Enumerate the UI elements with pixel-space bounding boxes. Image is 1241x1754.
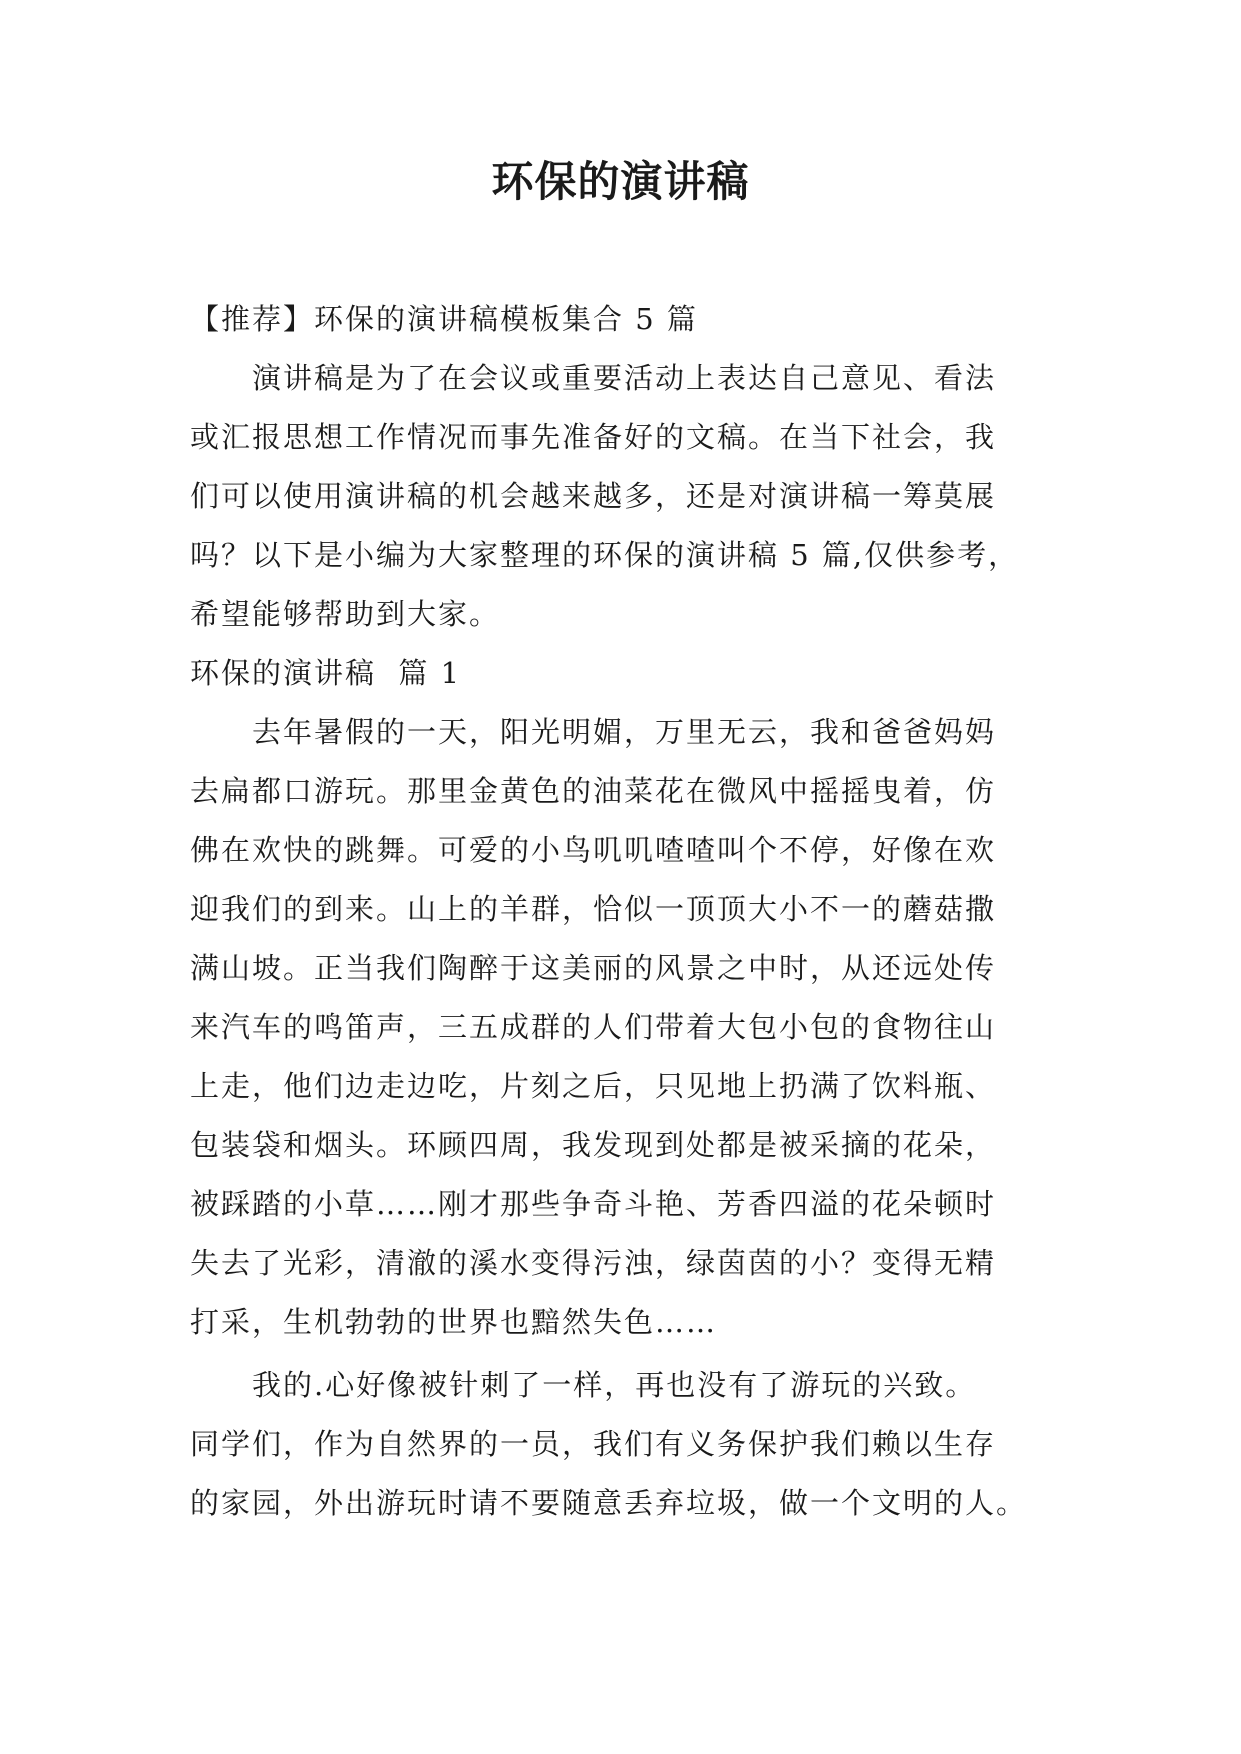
paragraph-line: 来汽车的鸣笛声，三五成群的人们带着大包小包的食物往山	[190, 1010, 997, 1044]
paragraph-line: 去年暑假的一天，阳光明媚，万里无云，我和爸爸妈妈	[190, 715, 997, 749]
paragraph-line: 同学们，作为自然界的一员，我们有义务保护我们赖以生存	[190, 1427, 997, 1461]
paragraph-line: 满山坡。正当我们陶醉于这美丽的风景之中时，从还远处传	[190, 951, 997, 985]
section-heading: 环保的演讲稿 篇 1	[190, 656, 462, 690]
paragraph-line: 佛在欢快的跳舞。可爱的小鸟叽叽喳喳叫个不停，好像在欢	[190, 833, 997, 867]
paragraph-line: 的家园，外出游玩时请不要随意丢弃垃圾，做一个文明的人。	[190, 1486, 1028, 1520]
intro-line: 或汇报思想工作情况而事先准备好的文稿。在当下社会，我	[190, 420, 997, 454]
paragraph-line: 被踩踏的小草……刚才那些争奇斗艳、芳香四溢的花朵顿时	[190, 1187, 997, 1221]
paragraph-line: 迎我们的到来。山上的羊群，恰似一顶顶大小不一的蘑菇撒	[190, 892, 997, 926]
document-body	[190, 290, 1070, 1533]
intro-line: 希望能够帮助到大家。	[190, 597, 501, 631]
paragraph-line: 包装袋和烟头。环顾四周，我发现到处都是被采摘的花朵，	[190, 1128, 997, 1162]
document-title: 环保的演讲稿	[491, 157, 750, 206]
paragraph-line: 失去了光彩，清澈的溪水变得污浊，绿茵茵的小？变得无精	[190, 1246, 997, 1280]
paragraph-line: 我的.心好像被针刺了一样，再也没有了游玩的兴致。	[190, 1368, 977, 1402]
intro-line: 们可以使用演讲稿的机会越来越多，还是对演讲稿一筹莫展	[190, 479, 997, 513]
paragraph-line: 打采，生机勃勃的世界也黯然失色……	[190, 1305, 718, 1339]
recommend-heading: 【推荐】环保的演讲稿模板集合 5 篇	[190, 302, 698, 336]
paragraph-line: 去扁都口游玩。那里金黄色的油菜花在微风中摇摇曳着，仿	[190, 774, 997, 808]
intro-line: 吗？以下是小编为大家整理的环保的演讲稿 5 篇,仅供参考，	[190, 538, 1020, 572]
paragraph-line: 上走，他们边走边吃，片刻之后，只见地上扔满了饮料瓶、	[190, 1069, 997, 1103]
intro-line: 演讲稿是为了在会议或重要活动上表达自己意见、看法	[190, 361, 997, 395]
